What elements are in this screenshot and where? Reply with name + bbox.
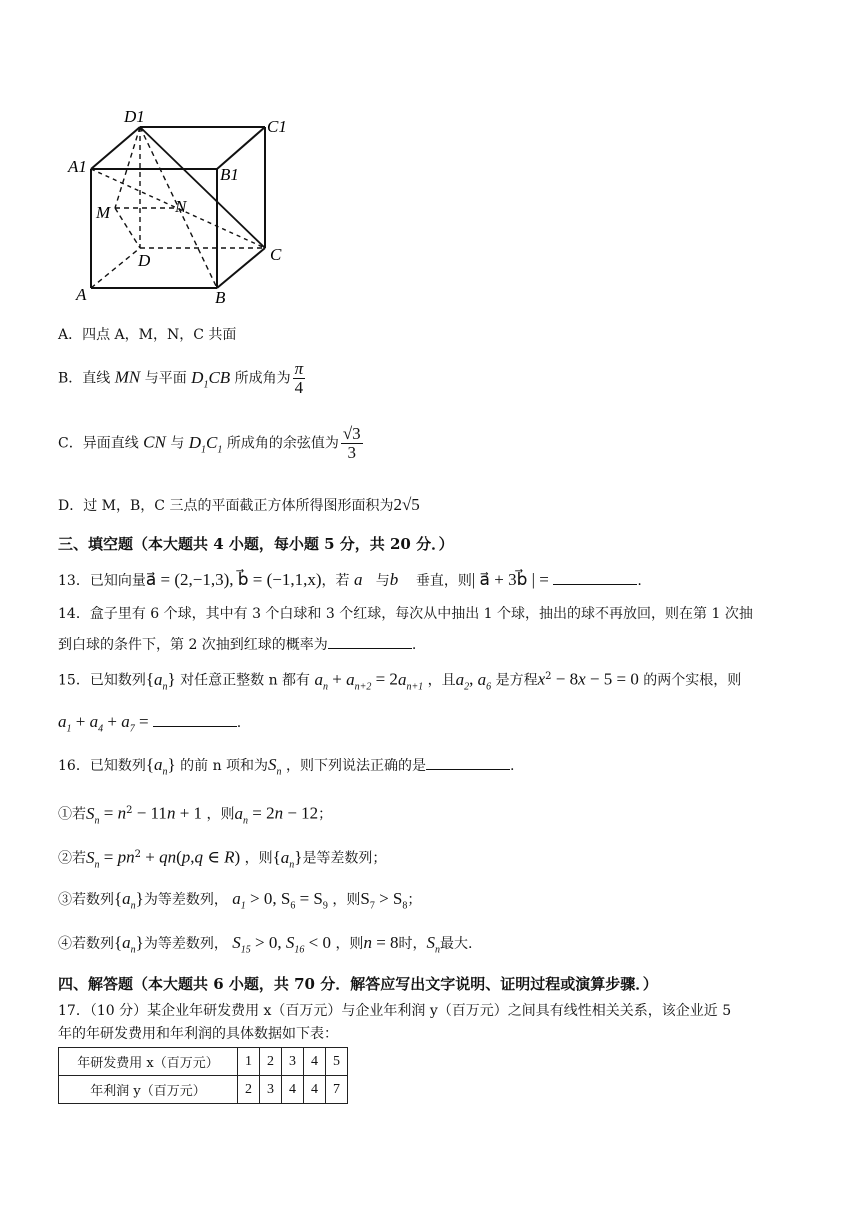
question-14-line2: 到白球的条件下，第 2 次抽到红球的概率为 . (58, 634, 416, 654)
table-cell: 2 (260, 1048, 282, 1076)
option-c: C．异面直线 CN 与 $D_1C_1$ 所成角的余弦值为 $\frac{√3}{3}$ (58, 424, 361, 462)
label-D1: D1 (124, 107, 145, 126)
question-13: 13．已知向量a⃗ = (2,−1,3), b⃗ = (−1,1,x)，若 a⃗与b⃗ 垂直，则| a⃗ + 3b⃗ | = . (58, 570, 642, 589)
row2-label: 年利润 y（百万元） (59, 1076, 238, 1104)
label-M: M (96, 203, 111, 222)
question-17-line2: 年的年研发费用和年利润的具体数据如下表： (58, 1026, 338, 1042)
table-cell: 3 (260, 1076, 282, 1104)
option-b: B．直线 MN 与平面 $D_1CB$ 所成角为 $\frac{\pi}{4}$ (58, 359, 304, 397)
table-cell: 4 (282, 1076, 304, 1104)
section3-heading: 三、填空题（本大题共 4 小题，每小题 5 分，共 20 分．） (58, 535, 454, 553)
label-B: B (215, 288, 226, 307)
data-table (58, 1047, 348, 1104)
option-d: D．过 M，B，C 三点的平面截正方体所得图形面积为2√5 (58, 495, 420, 514)
table-cell: 4 (304, 1076, 326, 1104)
question-15-line2: $a_1 + a_4 + a_7$ = . (58, 712, 242, 735)
section4-heading: 四、解答题（本大题共 6 小题，共 70 分．解答应写出文字说明、证明过程或演算步骤．） (58, 975, 658, 993)
table-row (59, 1048, 348, 1076)
statement-4: ④若数列$\{a_n\}$为等差数列， $S_{15} > 0$, $S_{16} < 0$ ，则n = 8时，$S_n$最大. (58, 933, 473, 956)
table-cell: 4 (304, 1048, 326, 1076)
label-N: N (175, 197, 187, 216)
question-17-line1: 17．（10 分）某企业年研发费用 x（百万元）与企业年利润 y（百万元）之间具有线性相关关系，该企业近 5 (58, 1003, 732, 1019)
label-A1: A1 (68, 157, 87, 176)
label-B1: B1 (220, 165, 239, 184)
cube-figure (60, 100, 300, 310)
question-15-line1: 15．已知数列$\{a_n\}$ 对任意正整数 n 都有 $a_n + a_{n+2} = 2a_{n+1}$ ，且$a_2$, $a_6$ 是方程$x^2 - 8x - 5 = 0$ 的两个实根，则 (58, 669, 742, 693)
table-cell: 1 (238, 1048, 260, 1076)
question-16: 16．已知数列$\{a_n\}$ 的前 n 项和为$S_n$ ，则下列说法正确的是 . (58, 755, 515, 778)
statement-3: ③若数列$\{a_n\}$为等差数列， $a_1 > 0$, $S_6 = S_9$ ，则$S_7 > S_8$； (58, 889, 422, 912)
row1-label: 年研发费用 x（百万元） (59, 1048, 238, 1076)
label-C1: C1 (267, 117, 287, 136)
fraction-sqrt3-over-3: $\frac{√3}{3}$ (342, 424, 361, 462)
fraction-pi-over-4: $\frac{\pi}{4}$ (294, 359, 304, 397)
statement-1: ①若$S_n = n^2 - 11n + 1$ ，则$a_n = 2n - 12$； (58, 803, 333, 827)
table-cell: 3 (282, 1048, 304, 1076)
statement-2: ②若$S_n = pn^2 + qn(p,q$ ∈ R) ，则$\{a_n\}$是等差数列； (58, 847, 387, 871)
option-a: A．四点 A，M，N，C 共面 (58, 327, 237, 343)
table-row (59, 1076, 348, 1104)
label-A: A (76, 285, 87, 304)
table-cell: 5 (326, 1048, 348, 1076)
table-cell: 2 (238, 1076, 260, 1104)
label-C: C (270, 245, 282, 264)
table-cell: 7 (326, 1076, 348, 1104)
label-D: D (138, 251, 151, 270)
question-14-line1: 14．盒子里有 6 个球，其中有 3 个白球和 3 个红球，每次从中抽出 1 个球，抽出的球不再放回，则在第 1 次抽 (58, 606, 753, 622)
